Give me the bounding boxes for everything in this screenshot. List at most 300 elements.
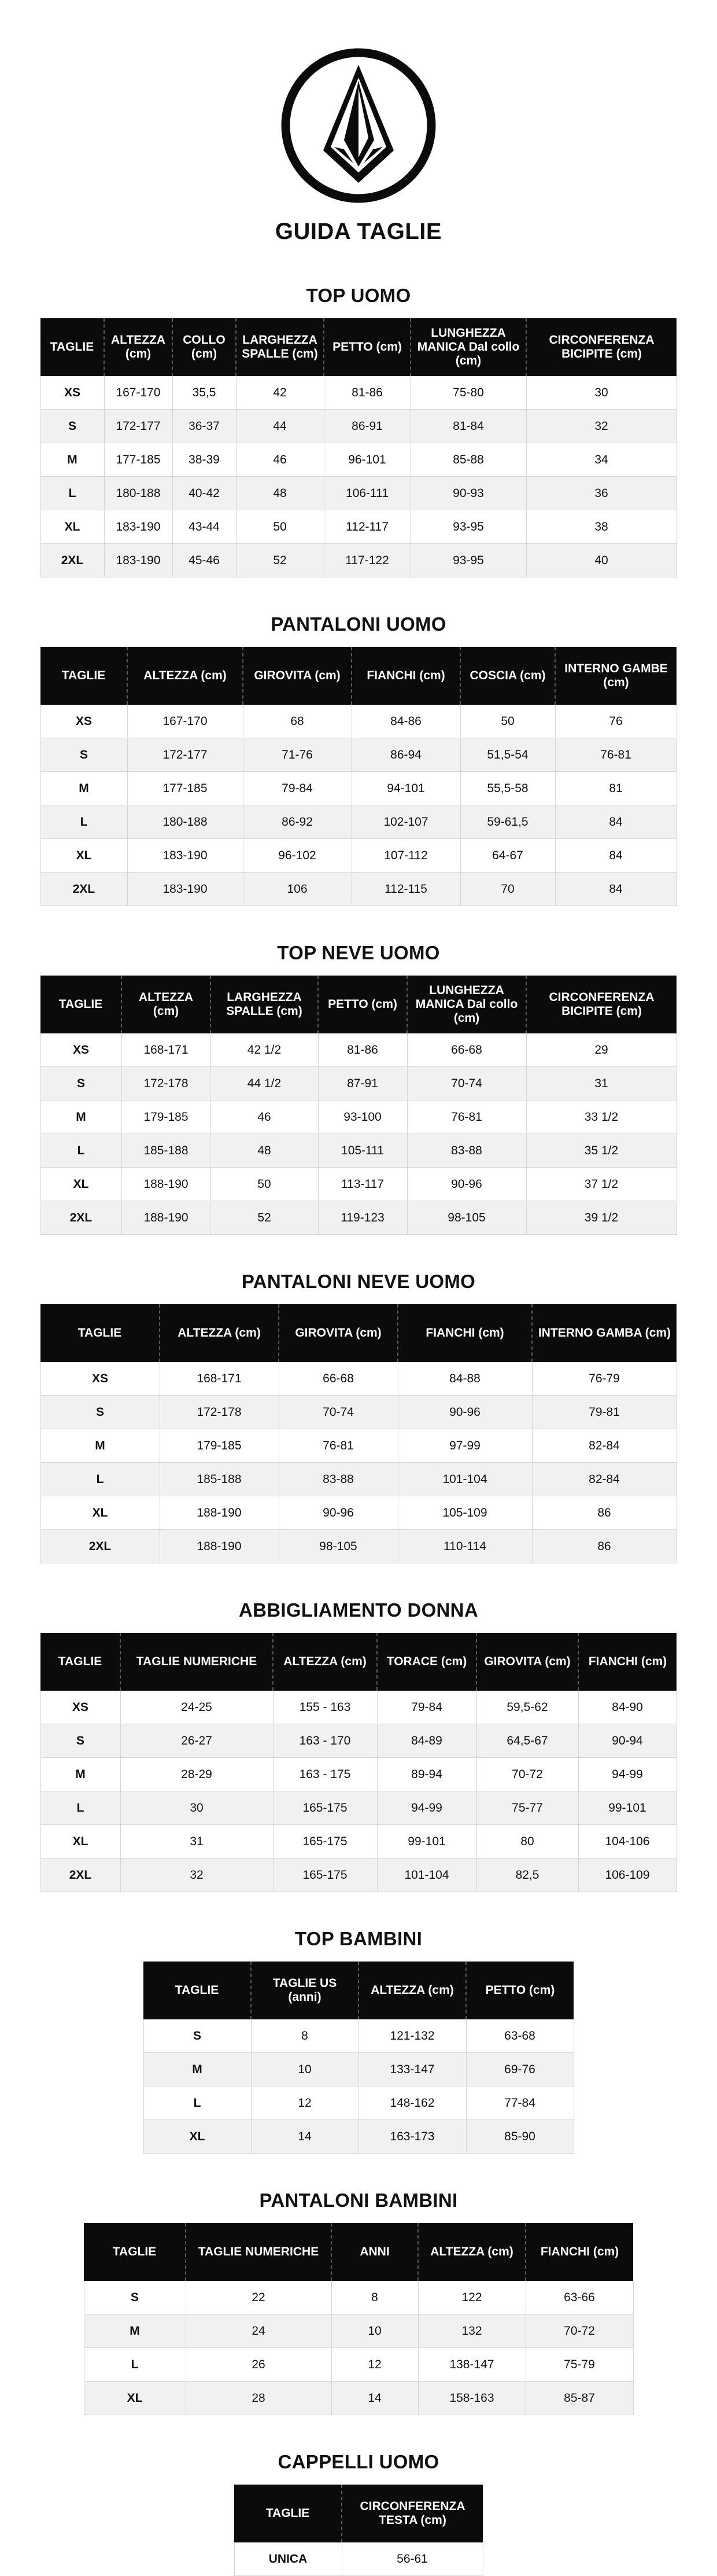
table-cell: 86-92 <box>243 805 352 839</box>
size-label-cell: XS <box>40 1691 120 1724</box>
column-header: TAGLIE NUMERICHE <box>120 1633 273 1691</box>
size-label-cell: XL <box>40 1168 121 1201</box>
size-label-cell: L <box>40 1791 120 1825</box>
table-cell: 99-101 <box>578 1791 677 1825</box>
table-cell: 84-90 <box>578 1691 677 1724</box>
table-cell: 138-147 <box>418 2348 526 2382</box>
column-header: COLLO (cm) <box>172 318 236 376</box>
table-cell: 148-162 <box>358 2086 466 2120</box>
pantaloni-uomo-title: PANTALONI UOMO <box>271 613 446 635</box>
size-label-cell: S <box>143 2019 251 2053</box>
table-row <box>84 2281 633 2314</box>
column-header: ALTEZZA (cm) <box>160 1304 279 1362</box>
column-header: GIROVITA (cm) <box>243 647 352 705</box>
table-cell: 122 <box>418 2281 526 2314</box>
table-cell: 36 <box>526 477 677 510</box>
size-label-cell: M <box>40 1101 121 1134</box>
table-cell: 85-87 <box>526 2382 633 2415</box>
size-label-cell: L <box>84 2348 186 2382</box>
table-cell: 63-66 <box>526 2281 633 2314</box>
table-cell: 70-74 <box>279 1396 398 1429</box>
table-row <box>40 1691 677 1724</box>
table-row <box>40 1168 677 1201</box>
table-cell: 98-105 <box>279 1530 398 1563</box>
column-header: ALTEZZA (cm) <box>358 1962 466 2019</box>
table-cell: 165-175 <box>273 1791 377 1825</box>
table-row <box>40 443 677 477</box>
table-cell: 66-68 <box>279 1362 398 1396</box>
table-cell: 172-178 <box>121 1067 210 1101</box>
table-cell: 82-84 <box>532 1429 677 1463</box>
table-cell: 158-163 <box>418 2382 526 2415</box>
table-cell: 90-96 <box>407 1168 526 1201</box>
size-label-cell: M <box>40 1758 120 1791</box>
top-neve-uomo-title: TOP NEVE UOMO <box>277 942 440 963</box>
volcom-stone-logo-icon <box>280 47 437 204</box>
table-cell: 168-171 <box>121 1033 210 1067</box>
table-cell: 85-90 <box>466 2120 574 2154</box>
abbigliamento-donna-section <box>0 1588 717 1892</box>
table-cell: 35 1/2 <box>526 1134 677 1168</box>
column-header: INTERNO GAMBE (cm) <box>555 647 677 705</box>
table-cell: 98-105 <box>407 1201 526 1235</box>
table-cell: 155 - 163 <box>273 1691 377 1724</box>
table-cell: 113-117 <box>318 1168 407 1201</box>
table-cell: 26-27 <box>120 1724 273 1758</box>
column-header: CIRCONFERENZA TESTA (cm) <box>342 2485 483 2542</box>
size-label-cell: S <box>40 1724 120 1758</box>
size-label-cell: XS <box>40 705 127 738</box>
table-header-row <box>40 647 677 705</box>
table-row <box>143 2086 574 2120</box>
size-label-cell: M <box>84 2314 186 2348</box>
size-label-cell: M <box>40 772 127 805</box>
abbigliamento-donna-table <box>40 1633 677 1892</box>
table-header-row <box>234 2485 483 2542</box>
table-row <box>40 410 677 443</box>
table-row <box>40 477 677 510</box>
table-row <box>143 2120 574 2154</box>
column-header: LARGHEZZA SPALLE (cm) <box>210 976 318 1033</box>
top-bambini-section <box>0 1916 717 2154</box>
table-cell: 167-170 <box>104 376 172 410</box>
column-header: TAGLIE <box>40 976 121 1033</box>
table-cell: 70-72 <box>526 2314 633 2348</box>
table-cell: 28-29 <box>120 1758 273 1791</box>
table-cell: 121-132 <box>358 2019 466 2053</box>
table-cell: 70-74 <box>407 1067 526 1101</box>
table-cell: 8 <box>331 2281 418 2314</box>
table-cell: 172-177 <box>104 410 172 443</box>
page-title: GUIDA TAGLIE <box>275 219 442 244</box>
table-cell: 93-95 <box>411 510 526 544</box>
table-cell: 183-190 <box>127 839 243 873</box>
column-header: LUNGHEZZA MANICA Dal collo (cm) <box>411 318 526 376</box>
table-row <box>84 2314 633 2348</box>
table-cell: 188-190 <box>160 1496 279 1530</box>
table-cell: 105-111 <box>318 1134 407 1168</box>
table-row <box>40 738 677 772</box>
table-cell: 79-81 <box>532 1396 677 1429</box>
table-cell: 90-96 <box>279 1496 398 1530</box>
table-cell: 51,5-54 <box>460 738 555 772</box>
table-cell: 32 <box>526 410 677 443</box>
size-label-cell: XL <box>84 2382 186 2415</box>
table-cell: 82-84 <box>532 1463 677 1496</box>
table-header-row <box>40 318 677 376</box>
table-cell: 117-122 <box>324 544 411 577</box>
column-header: COSCIA (cm) <box>460 647 555 705</box>
table-cell: 82,5 <box>476 1859 578 1892</box>
table-cell: 12 <box>331 2348 418 2382</box>
table-cell: 50 <box>236 510 324 544</box>
column-header: LUNGHEZZA MANICA Dal collo (cm) <box>407 976 526 1033</box>
table-cell: 180-188 <box>104 477 172 510</box>
pantaloni-neve-uomo-table <box>40 1304 677 1563</box>
size-label-cell: S <box>40 738 127 772</box>
table-cell: 99-101 <box>377 1825 476 1859</box>
table-cell: 44 <box>236 410 324 443</box>
table-cell: 81-86 <box>324 376 411 410</box>
table-cell: 172-178 <box>160 1396 279 1429</box>
table-cell: 28 <box>186 2382 331 2415</box>
size-label-cell: XS <box>40 1362 160 1396</box>
table-cell: 133-147 <box>358 2053 466 2086</box>
table-cell: 167-170 <box>127 705 243 738</box>
pantaloni-uomo-table <box>40 647 677 906</box>
table-cell: 107-112 <box>352 839 460 873</box>
size-label-cell: L <box>40 1134 121 1168</box>
table-cell: 180-188 <box>127 805 243 839</box>
table-cell: 87-91 <box>318 1067 407 1101</box>
table-row <box>40 510 677 544</box>
table-row <box>40 1859 677 1892</box>
table-row <box>40 1758 677 1791</box>
table-cell: 46 <box>210 1101 318 1134</box>
table-cell: 81 <box>555 772 677 805</box>
table-cell: 40 <box>526 544 677 577</box>
table-cell: 37 1/2 <box>526 1168 677 1201</box>
pantaloni-uomo-section <box>0 602 717 906</box>
table-cell: 26 <box>186 2348 331 2382</box>
cappelli-uomo-section <box>0 2439 717 2576</box>
table-row <box>40 1463 677 1496</box>
table-cell: 75-77 <box>476 1791 578 1825</box>
table-cell: 75-80 <box>411 376 526 410</box>
table-row <box>143 2053 574 2086</box>
table-cell: 119-123 <box>318 1201 407 1235</box>
table-cell: 132 <box>418 2314 526 2348</box>
column-header: CIRCONFERENZA BICIPITE (cm) <box>526 976 677 1033</box>
table-cell: 84-88 <box>398 1362 532 1396</box>
table-cell: 77-84 <box>466 2086 574 2120</box>
table-row <box>40 772 677 805</box>
table-cell: 36-37 <box>172 410 236 443</box>
size-label-cell: 2XL <box>40 1859 120 1892</box>
table-row <box>40 805 677 839</box>
column-header: ALTEZZA (cm) <box>127 647 243 705</box>
size-label-cell: S <box>40 410 104 443</box>
table-cell: 45-46 <box>172 544 236 577</box>
table-cell: 185-188 <box>121 1134 210 1168</box>
size-label-cell: S <box>84 2281 186 2314</box>
table-cell: 81-86 <box>318 1033 407 1067</box>
size-label-cell: XL <box>143 2120 251 2154</box>
size-label-cell: L <box>40 477 104 510</box>
table-cell: 55,5-58 <box>460 772 555 805</box>
table-row <box>40 1396 677 1429</box>
pantaloni-bambini-section <box>0 2178 717 2415</box>
table-cell: 48 <box>236 477 324 510</box>
table-header-row <box>143 1962 574 2019</box>
table-cell: 112-115 <box>352 873 460 906</box>
table-cell: 163 - 175 <box>273 1758 377 1791</box>
table-cell: 183-190 <box>127 873 243 906</box>
column-header: TORACE (cm) <box>377 1633 476 1691</box>
table-row <box>40 1067 677 1101</box>
size-label-cell: 2XL <box>40 873 127 906</box>
table-cell: 96-101 <box>324 443 411 477</box>
table-row <box>143 2019 574 2053</box>
column-header: PETTO (cm) <box>324 318 411 376</box>
table-header-row <box>40 976 677 1033</box>
table-row <box>40 376 677 410</box>
table-cell: 110-114 <box>398 1530 532 1563</box>
table-cell: 101-104 <box>398 1463 532 1496</box>
table-cell: 177-185 <box>104 443 172 477</box>
table-cell: 63-68 <box>466 2019 574 2053</box>
table-cell: 12 <box>251 2086 358 2120</box>
size-label-cell: L <box>40 805 127 839</box>
table-cell: 33 1/2 <box>526 1101 677 1134</box>
size-label-cell: XS <box>40 1033 121 1067</box>
table-cell: 165-175 <box>273 1825 377 1859</box>
table-cell: 29 <box>526 1033 677 1067</box>
pantaloni-bambini-title: PANTALONI BAMBINI <box>259 2189 458 2211</box>
table-cell: 46 <box>236 443 324 477</box>
size-label-cell: S <box>40 1396 160 1429</box>
table-cell: 40-42 <box>172 477 236 510</box>
table-cell: 64,5-67 <box>476 1724 578 1758</box>
table-cell: 79-84 <box>377 1691 476 1724</box>
column-header: ALTEZZA (cm) <box>418 2223 526 2281</box>
top-neve-uomo-section <box>0 930 717 1235</box>
column-header: TAGLIE <box>40 1304 160 1362</box>
table-header-row <box>40 1633 677 1691</box>
table-cell: 90-96 <box>398 1396 532 1429</box>
table-cell: 183-190 <box>104 510 172 544</box>
top-bambini-table <box>143 1962 574 2154</box>
table-cell: 10 <box>331 2314 418 2348</box>
table-row <box>40 1825 677 1859</box>
pantaloni-bambini-table <box>84 2223 634 2415</box>
table-cell: 188-190 <box>121 1201 210 1235</box>
size-label-cell: 2XL <box>40 544 104 577</box>
pantaloni-neve-uomo-title: PANTALONI NEVE UOMO <box>241 1271 476 1292</box>
table-cell: 80 <box>476 1825 578 1859</box>
table-cell: 64-67 <box>460 839 555 873</box>
cappelli-uomo-table <box>234 2485 483 2576</box>
column-header: PETTO (cm) <box>466 1962 574 2019</box>
column-header: FIANCHI (cm) <box>352 647 460 705</box>
column-header: CIRCONFERENZA BICIPITE (cm) <box>526 318 677 376</box>
table-cell: 69-76 <box>466 2053 574 2086</box>
table-cell: 163-173 <box>358 2120 466 2154</box>
table-row <box>40 873 677 906</box>
table-cell: 90-94 <box>578 1724 677 1758</box>
logo-container <box>0 0 717 204</box>
table-cell: 50 <box>460 705 555 738</box>
table-cell: 32 <box>120 1859 273 1892</box>
size-label-cell: XL <box>40 1496 160 1530</box>
table-cell: 89-94 <box>377 1758 476 1791</box>
column-header: FIANCHI (cm) <box>526 2223 633 2281</box>
table-cell: 94-101 <box>352 772 460 805</box>
column-header: TAGLIE <box>234 2485 342 2542</box>
table-cell: 85-88 <box>411 443 526 477</box>
table-row <box>40 1134 677 1168</box>
table-row <box>40 1791 677 1825</box>
table-cell: 104-106 <box>578 1825 677 1859</box>
size-label-cell: XL <box>40 1825 120 1859</box>
table-row <box>40 1033 677 1067</box>
table-cell: 14 <box>251 2120 358 2154</box>
size-label-cell: XS <box>40 376 104 410</box>
size-tables <box>0 273 717 2576</box>
table-cell: 112-117 <box>324 510 411 544</box>
table-cell: 106 <box>243 873 352 906</box>
table-cell: 8 <box>251 2019 358 2053</box>
table-cell: 83-88 <box>279 1463 398 1496</box>
table-cell: 90-93 <box>411 477 526 510</box>
table-cell: 52 <box>236 544 324 577</box>
table-cell: 42 <box>236 376 324 410</box>
size-label-cell: 2XL <box>40 1201 121 1235</box>
table-cell: 97-99 <box>398 1429 532 1463</box>
table-cell: 22 <box>186 2281 331 2314</box>
table-cell: 86 <box>532 1496 677 1530</box>
table-cell: 84 <box>555 805 677 839</box>
table-cell: 96-102 <box>243 839 352 873</box>
table-cell: 31 <box>120 1825 273 1859</box>
table-cell: 84-86 <box>352 705 460 738</box>
size-label-cell: M <box>40 443 104 477</box>
column-header: ALTEZZA (cm) <box>121 976 210 1033</box>
top-uomo-table <box>40 318 677 577</box>
table-cell: 168-171 <box>160 1362 279 1396</box>
table-row <box>40 1429 677 1463</box>
table-cell: 86-94 <box>352 738 460 772</box>
table-cell: 185-188 <box>160 1463 279 1496</box>
table-cell: 94-99 <box>377 1791 476 1825</box>
table-cell: 188-190 <box>121 1168 210 1201</box>
table-cell: 59,5-62 <box>476 1691 578 1724</box>
table-cell: 75-79 <box>526 2348 633 2382</box>
table-row <box>40 1530 677 1563</box>
table-cell: 76 <box>555 705 677 738</box>
table-cell: 52 <box>210 1201 318 1235</box>
table-cell: 84 <box>555 873 677 906</box>
top-uomo-title: TOP UOMO <box>306 285 411 306</box>
table-cell: 76-81 <box>407 1101 526 1134</box>
table-cell: 42 1/2 <box>210 1033 318 1067</box>
table-cell: 93-95 <box>411 544 526 577</box>
table-header-row <box>40 1304 677 1362</box>
table-cell: 31 <box>526 1067 677 1101</box>
table-cell: 79-84 <box>243 772 352 805</box>
table-cell: 83-88 <box>407 1134 526 1168</box>
table-cell: 165-175 <box>273 1859 377 1892</box>
table-cell: 84-89 <box>377 1724 476 1758</box>
table-cell: 24-25 <box>120 1691 273 1724</box>
table-cell: 24 <box>186 2314 331 2348</box>
table-cell: 14 <box>331 2382 418 2415</box>
size-label-cell: UNICA <box>234 2542 342 2576</box>
table-row <box>40 1724 677 1758</box>
size-label-cell: S <box>40 1067 121 1101</box>
column-header: GIROVITA (cm) <box>279 1304 398 1362</box>
size-label-cell: L <box>143 2086 251 2120</box>
table-cell: 179-185 <box>160 1429 279 1463</box>
table-row <box>84 2382 633 2415</box>
table-cell: 44 1/2 <box>210 1067 318 1101</box>
column-header: GIROVITA (cm) <box>476 1633 578 1691</box>
table-cell: 10 <box>251 2053 358 2086</box>
pantaloni-neve-uomo-section <box>0 1259 717 1563</box>
size-label-cell: 2XL <box>40 1530 160 1563</box>
column-header: FIANCHI (cm) <box>578 1633 677 1691</box>
column-header: TAGLIE NUMERICHE <box>186 2223 331 2281</box>
table-cell: 76-79 <box>532 1362 677 1396</box>
table-cell: 59-61,5 <box>460 805 555 839</box>
table-cell: 70 <box>460 873 555 906</box>
table-cell: 163 - 170 <box>273 1724 377 1758</box>
table-cell: 177-185 <box>127 772 243 805</box>
column-header: FIANCHI (cm) <box>398 1304 532 1362</box>
column-header: TAGLIE <box>40 318 104 376</box>
column-header: INTERNO GAMBA (cm) <box>532 1304 677 1362</box>
table-cell: 39 1/2 <box>526 1201 677 1235</box>
table-row <box>84 2348 633 2382</box>
table-cell: 66-68 <box>407 1033 526 1067</box>
column-header: ANNI <box>331 2223 418 2281</box>
size-label-cell: XL <box>40 839 127 873</box>
size-label-cell: M <box>40 1429 160 1463</box>
table-cell: 105-109 <box>398 1496 532 1530</box>
top-uomo-section <box>0 273 717 577</box>
table-cell: 106-109 <box>578 1859 677 1892</box>
column-header: TAGLIE <box>143 1962 251 2019</box>
table-cell: 76-81 <box>279 1429 398 1463</box>
table-cell: 183-190 <box>104 544 172 577</box>
column-header: ALTEZZA (cm) <box>104 318 172 376</box>
table-cell: 35,5 <box>172 376 236 410</box>
top-neve-uomo-table <box>40 976 677 1235</box>
column-header: TAGLIE <box>40 647 127 705</box>
size-label-cell: M <box>143 2053 251 2086</box>
table-cell: 101-104 <box>377 1859 476 1892</box>
table-row <box>40 1496 677 1530</box>
table-cell: 86 <box>532 1530 677 1563</box>
table-cell: 102-107 <box>352 805 460 839</box>
table-cell: 68 <box>243 705 352 738</box>
column-header: LARGHEZZA SPALLE (cm) <box>236 318 324 376</box>
table-cell: 76-81 <box>555 738 677 772</box>
table-cell: 48 <box>210 1134 318 1168</box>
table-cell: 70-72 <box>476 1758 578 1791</box>
table-row <box>40 839 677 873</box>
column-header: TAGLIE <box>84 2223 186 2281</box>
